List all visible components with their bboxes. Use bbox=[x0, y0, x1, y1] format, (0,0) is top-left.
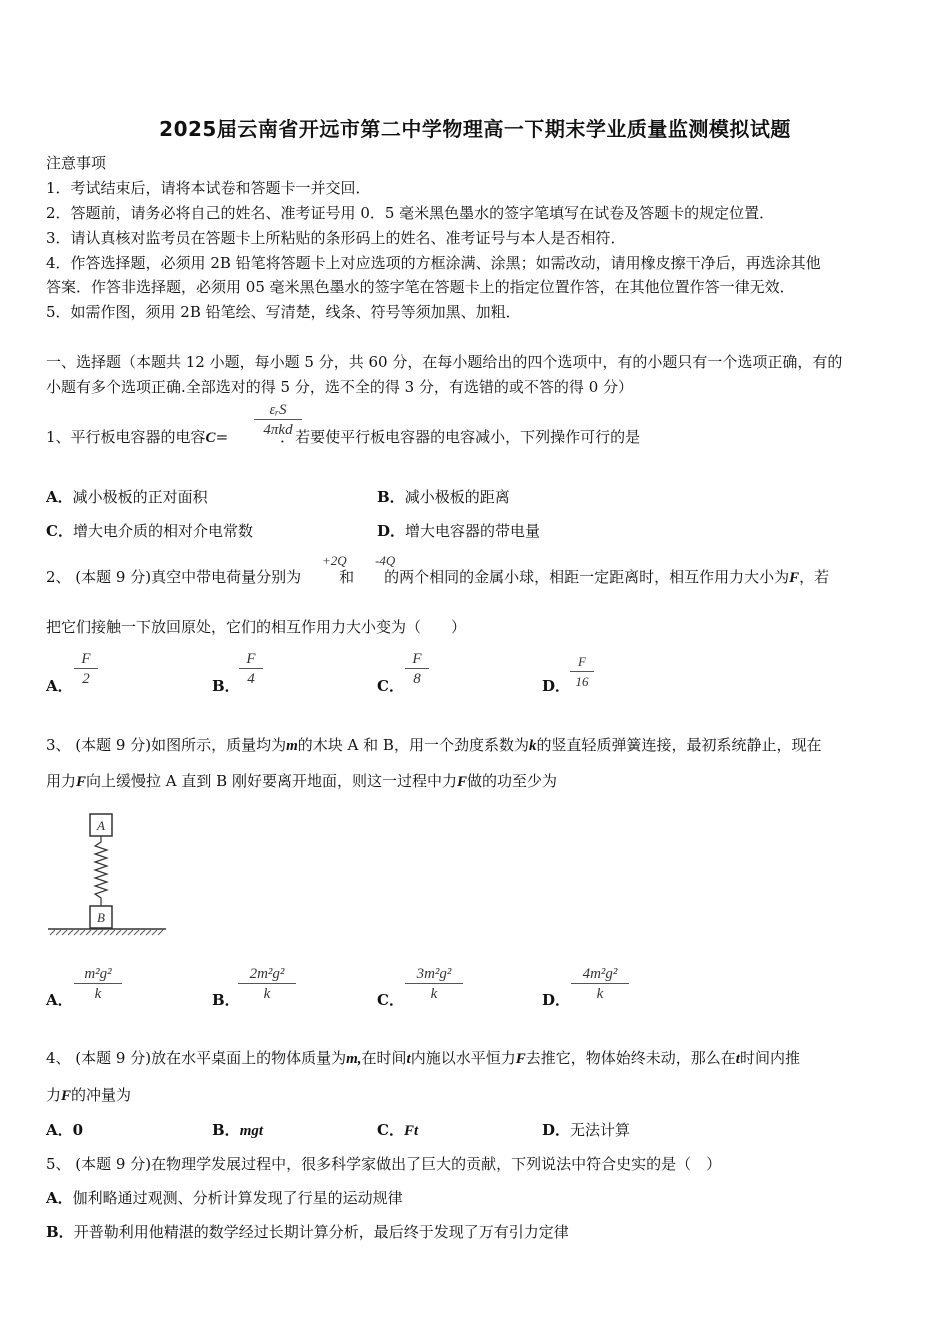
q2-option-c-frac: F 8 bbox=[405, 650, 429, 689]
section-heading-line1: 一、选择题（本题共 12 小题，每小题 5 分，共 60 分，在每小题给出的四个选项中，有的小题只有一个选项正确，有的 bbox=[46, 353, 843, 371]
q5-option-a[interactable]: A．伽利略通过观测、分析计算发现了行星的运动规律 bbox=[46, 1189, 403, 1207]
q1-stem bbox=[46, 426, 640, 447]
q4-option-d[interactable]: D．无法计算 bbox=[542, 1121, 631, 1139]
q3-option-b-frac: 2m²g² k bbox=[238, 965, 296, 1004]
q1-capacitance-formula bbox=[254, 401, 302, 440]
q4-option-b[interactable]: B．mgt bbox=[212, 1121, 264, 1139]
ground-hatch bbox=[50, 930, 163, 935]
q4-option-c[interactable]: C．Ft bbox=[377, 1121, 419, 1139]
block-b-label: B bbox=[97, 910, 105, 925]
q1-suffix: ．若要使平行板电容器的电容减小，下列操作可行的是 bbox=[280, 428, 641, 446]
q2-charge1: +2Q bbox=[322, 553, 347, 568]
q1-var-c: C bbox=[205, 430, 216, 446]
q3-option-c-frac: 3m²g² k bbox=[405, 965, 463, 1004]
q1-formula-denominator: 4πkd bbox=[263, 422, 293, 438]
q4-option-a[interactable]: A．0 bbox=[46, 1121, 84, 1139]
q2-option-d-frac: F 16 bbox=[570, 653, 594, 692]
q3-option-b[interactable]: B． bbox=[212, 991, 240, 1009]
q2-option-a[interactable]: A． bbox=[46, 677, 73, 695]
q2-charge2: -4Q bbox=[375, 553, 396, 568]
q5-stem: 5、 (本题 9 分)在物理学发展过程中，很多科学家做出了巨大的贡献，下列说法中符合史实的是（ ） bbox=[46, 1155, 722, 1173]
q1-formula-numerator: εᵣS bbox=[269, 402, 287, 418]
notice-item: 2．答题前，请务必将自己的姓名、准考证号用 0．5 毫米黑色墨水的签字笔填写在试卷及答题卡的规定位置． bbox=[46, 204, 775, 222]
q4-stem-line2: 力F的冲量为 bbox=[46, 1086, 132, 1104]
q2-stem-line2: 把它们接触一下放回原处，它们的相互作用力大小变为（ ） bbox=[46, 618, 467, 636]
q2-option-b-frac: F 4 bbox=[239, 650, 263, 689]
q3-option-a[interactable]: A． bbox=[46, 991, 73, 1009]
q3-stem-line1: 3、 (本题 9 分)如图所示，质量均为m的木块 A 和 B，用一个劲度系数为k的竖直轻质弹簧连接，最初系统静止，现在 bbox=[46, 736, 822, 754]
notice-item: 4．作答选择题，必须用 2B 铅笔将答题卡上对应选项的方框涂满、涂黑；如需改动，请用橡皮擦干净后，再选涂其他 bbox=[46, 254, 821, 272]
q2-stem-line1: 2、 (本题 9 分)真空中带电荷量分别为 和 的两个相同的金属小球，相距一定距离时，相互作用力大小为F，若 bbox=[46, 568, 830, 586]
spring bbox=[95, 836, 107, 906]
q3-option-c[interactable]: C． bbox=[377, 991, 404, 1009]
section-heading-line2: 小题有多个选项正确.全部选对的得 5 分，选不全的得 3 分，有选错的或不答的得 0 分） bbox=[46, 378, 634, 396]
q3-option-a-frac: m²g² k bbox=[74, 965, 122, 1004]
q3-option-d[interactable]: D． bbox=[542, 991, 571, 1009]
q2-option-c[interactable]: C． bbox=[377, 677, 404, 695]
q3-option-d-frac: 4m²g² k bbox=[571, 965, 629, 1004]
q2-option-a-frac: F 2 bbox=[74, 650, 98, 689]
q5-option-b[interactable]: B．开普勒利用他精湛的数学经过长期计算分析，最后终于发现了万有引力定律 bbox=[46, 1223, 569, 1241]
q1-eq: = bbox=[215, 428, 229, 446]
q1-prefix: 1、平行板电容器的电容 bbox=[46, 428, 206, 446]
q1-option-b[interactable]: B．减小极板的距离 bbox=[377, 488, 510, 506]
notice-item: 1．考试结束后，请将本试卷和答题卡一并交回． bbox=[46, 179, 371, 197]
q1-option-c[interactable]: C．增大电介质的相对介电常数 bbox=[46, 522, 253, 540]
q4-stem-line1: 4、 (本题 9 分)放在水平桌面上的物体质量为m,在时间t内施以水平恒力F去推它，物体始终未动，那么在t时间内推 bbox=[46, 1049, 800, 1067]
q1-option-a[interactable]: A．减小极板的正对面积 bbox=[46, 488, 208, 506]
q3-stem-line2: 用力F向上缓慢拉 A 直到 B 刚好要离开地面，则这一过程中力F做的功至少为 bbox=[46, 772, 557, 790]
notice-item: 3．请认真核对监考员在答题卡上所粘贴的条形码上的姓名、准考证号与本人是否相符． bbox=[46, 229, 626, 247]
notice-item: 答案．作答非选择题，必须用 05 毫米黑色墨水的签字笔在答题卡上的指定位置作答，在其他位置作答一律无效． bbox=[46, 278, 795, 296]
q2-option-d[interactable]: D． bbox=[542, 677, 571, 695]
spring-blocks-figure bbox=[46, 810, 171, 940]
page-title: 2025届云南省开远市第二中学物理高一下期末学业质量监测模拟试题 bbox=[159, 117, 791, 141]
q2-option-b[interactable]: B． bbox=[212, 677, 240, 695]
notice-heading: 注意事项 bbox=[46, 154, 107, 172]
block-a-label: A bbox=[97, 818, 105, 833]
notice-item: 5．如需作图，须用 2B 铅笔绘、写清楚，线条、符号等须加黑、加粗． bbox=[46, 303, 521, 321]
q1-option-d[interactable]: D．增大电容器的带电量 bbox=[377, 522, 541, 540]
